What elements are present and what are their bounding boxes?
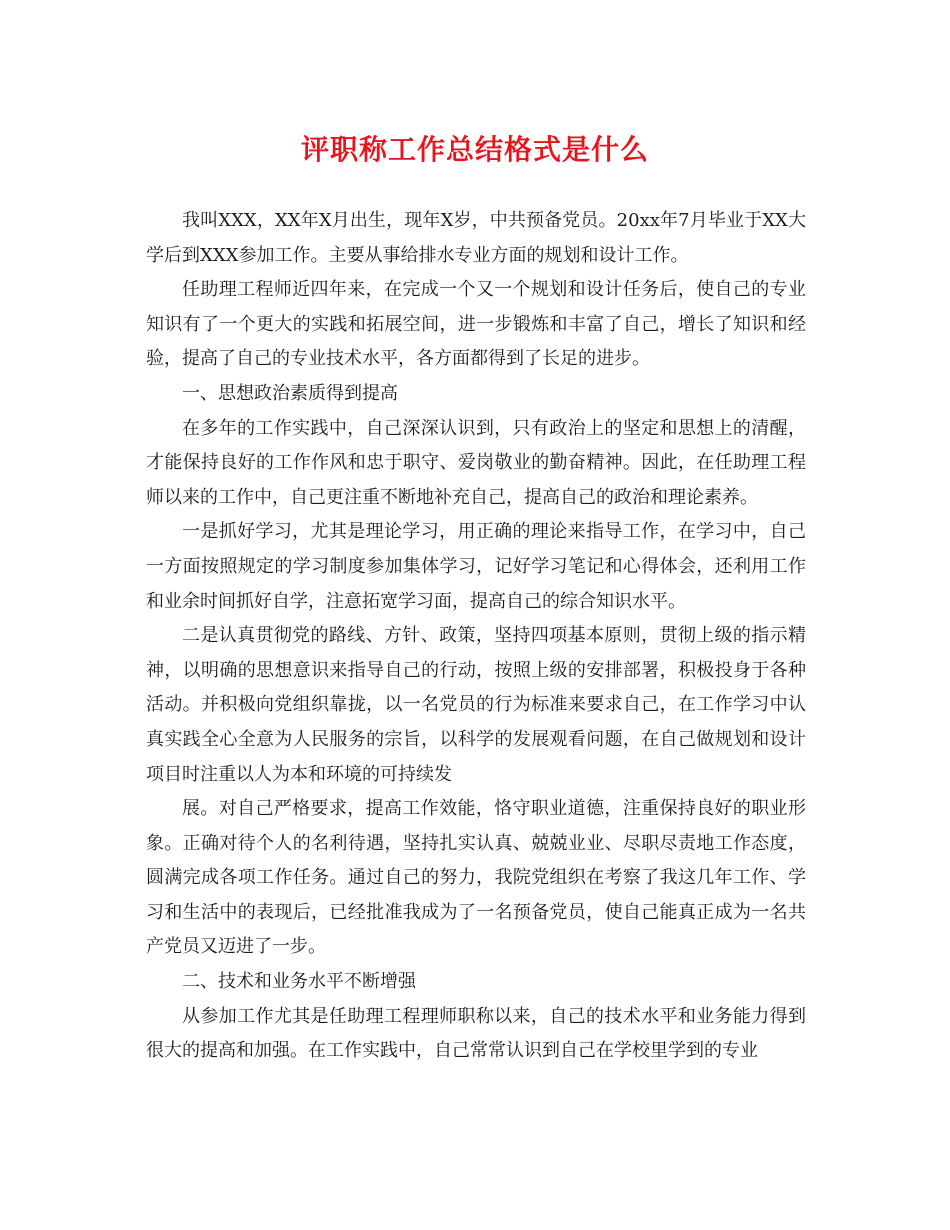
paragraph-technical: 从参加工作尤其是任助理工程理师职称以来，自己的技术水平和业务能力得到很大的提高和加强。在工作实践中，自己常常认识到自己在学校里学到的专业 bbox=[146, 1005, 806, 1062]
paragraph-political: 在多年的工作实践中，自己深深认识到，只有政治上的坚定和思想上的清醒，才能保持良好的工作作风和忠于职守、爱岗敬业的勤奋精神。因此，在任助理工程师以来的工作中，自己更注重不断地补充自己，提高自己的政治和理论素养。 bbox=[146, 417, 806, 508]
paragraph-party-line: 二是认真贯彻党的路线、方针、政策，坚持四项基本原则，贯彻上级的指示精神，以明确的思想意识来指导自己的行动，按照上级的安排部署，积极投身于各种活动。并积极向党组织靠拢，以一名党员的行为标准来要求自己，在工作学习中认真实践全心全意为人民服务的宗旨，以科学的发展观看问题，在自己做规划和设计项目时注重以人为本和环境的可持续发 bbox=[146, 625, 806, 785]
section-heading-technical: 二、技术和业务水平不断增强 bbox=[182, 971, 416, 993]
paragraph-study: 一是抓好学习，尤其是理论学习，用正确的理论来指导工作，在学习中，自己一方面按照规定的学习制度参加集体学习，记好学习笔记和心得体会，还利用工作和业余时间抓好自学，注意拓宽学习面，提高自己的综合知识水平。 bbox=[146, 521, 806, 612]
page-title: 评职称工作总结格式是什么 bbox=[300, 133, 649, 166]
document-body bbox=[146, 204, 806, 1069]
paragraph-intro: 我叫XXX，XX年X月出生，现年X岁，中共预备党员。20xx年7月毕业于XX大学后到XXX参加工作。主要从事给排水专业方面的规划和设计工作。 bbox=[146, 210, 806, 266]
paragraph-conduct: 展。对自己严格要求，提高工作效能，恪守职业道德，注重保持良好的职业形象。正确对待个人的名利待遇，坚持扎实认真、兢兢业业、尽职尽责地工作态度，圆满完成各项工作任务。通过自己的努力，我院党组织在考察了我这几年工作、学习和生活中的表现后，已经批准我成为了一名预备党员，使自己能真正成为一名共产党员又迈进了一步。 bbox=[146, 798, 806, 958]
section-heading-political: 一、思想政治素质得到提高 bbox=[182, 382, 398, 404]
paragraph-overview: 任助理工程师近四年来，在完成一个又一个规划和设计任务后，使自己的专业知识有了一个更大的实践和拓展空间，进一步锻炼和丰富了自己，增长了知识和经验，提高了自己的专业技术水平，各方面都得到了长足的进步。 bbox=[146, 279, 806, 370]
